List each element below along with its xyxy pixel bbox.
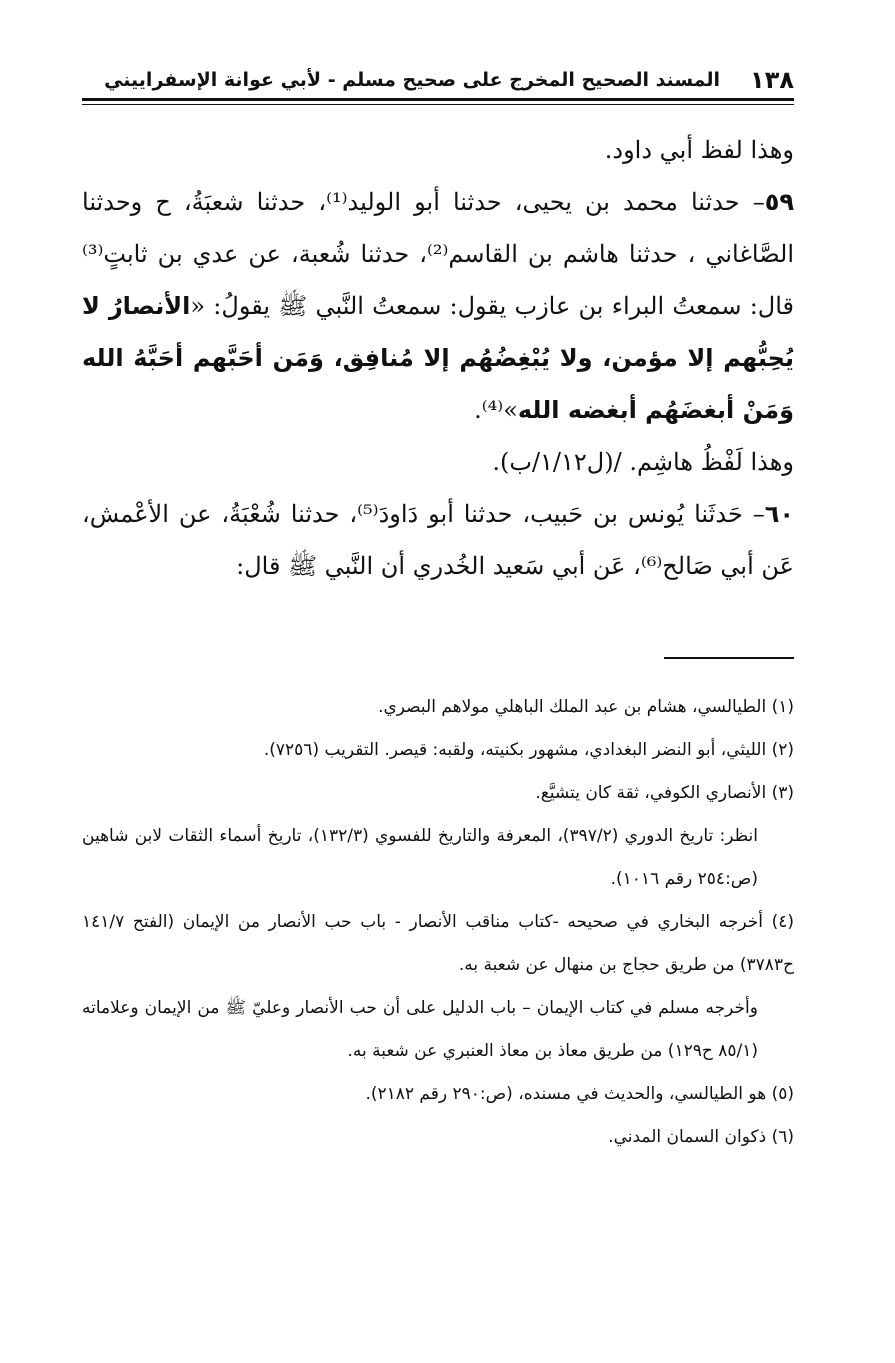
text-line-hashim: وهذا لَفْظُ هاشِم. /(ل١/١٢/ب). (492, 448, 794, 476)
footnote-1: (١) الطيالسي، هشام بن عبد الملك الباهلي مولاهم البصري. (378, 697, 794, 717)
footnote-3-continued: انظر: تاريخ الدوري (٣٩٧/٢)، المعرفة والتاريخ للفسوي (١٣٢/٣)، تاريخ أسماء الثقات لابن شاهين (ص:٢٥٤ رقم ١٠١٦). (82, 826, 759, 889)
hadith-59-matn: الأنصارُ لا يُحِبُّهم إلا مؤمن، ولا يُبْغِضُهُم إلا مُنافِق، وَمَن أحَبَّهم أحَبَّهُ الله وَمَنْ أبغضَهُم أبغضه الله (82, 292, 794, 424)
footnotes (82, 686, 794, 1159)
hadith-60 (82, 488, 794, 592)
hadith-59-end: »⁽⁴⁾. (474, 396, 518, 424)
footnote-2: (٢) الليثي، أبو النضر البغدادي، مشهور بكنيته، ولقبه: قيصر. التقريب (٧٢٥٦). (263, 740, 794, 760)
footnote-4: (٤) أخرجه البخاري في صحيحه -كتاب مناقب الأنصار - باب حب الأنصار من الإيمان (الفتح ١٤١/٧ ح٣٧٨٣) من طريق حجاج بن منهال عن شعبة به. (82, 912, 794, 975)
footnote-6: (٦) ذكوان السمان المدني. (608, 1127, 794, 1147)
running-title: المسند الصحيح المخرج على صحيح مسلم - لأبي عوانة الإسفراييني (104, 69, 721, 91)
hadith-60-text: – حَدثَنا يُونس بن حَبيب، حدثنا أبو دَاودَ⁽⁵⁾، حدثنا شُعْبَةُ، عن الأعْمش، عَن أبي صَالح⁽⁶⁾، عَن أبي سَعيد الخُدري أن النَّبي ﷺ قال: (82, 500, 794, 580)
hadith-number-59: ٥٩ (764, 188, 795, 216)
header-rule-thin (82, 104, 794, 105)
text-line-abu-dawud: وهذا لفظ أبي داود. (604, 136, 794, 164)
footnote-3: (٣) الأنصاري الكوفي، ثقة كان يتشيَّع. (535, 783, 794, 803)
footnote-4-continued: وأخرجه مسلم في كتاب الإيمان – باب الدليل على أن حب الأنصار وعليّ ﷺ من الإيمان وعلاماته (٨٥/١ ح١٢٩) من طريق معاذ بن معاذ العنبري عن شعبة به. (82, 998, 758, 1061)
main-text (82, 124, 794, 592)
footnote-separator (664, 657, 794, 659)
footnote-5: (٥) هو الطيالسي، والحديث في مسنده، (ص:٢٩٠ رقم ٢١٨٢). (365, 1084, 794, 1104)
header-rule (82, 98, 794, 101)
hadith-number-60: ٦٠ (764, 500, 794, 528)
hadith-59-isnad: – حدثنا محمد بن يحيى، حدثنا أبو الوليد⁽¹⁾، حدثنا شعبَةُ، ح وحدثنا الصَّاغاني ، حدثنا هاشم بن القاسم⁽²⁾، حدثنا شُعبة، عن عدي بن ثابتٍ⁽³⁾ قال: سمعتُ البراء بن عازب يقول: سمعتُ النَّبي ﷺ يقولُ: « (82, 188, 795, 320)
hadith-59 (82, 176, 794, 436)
page-number: ١٣٨ (750, 66, 794, 94)
page-header (82, 62, 794, 98)
